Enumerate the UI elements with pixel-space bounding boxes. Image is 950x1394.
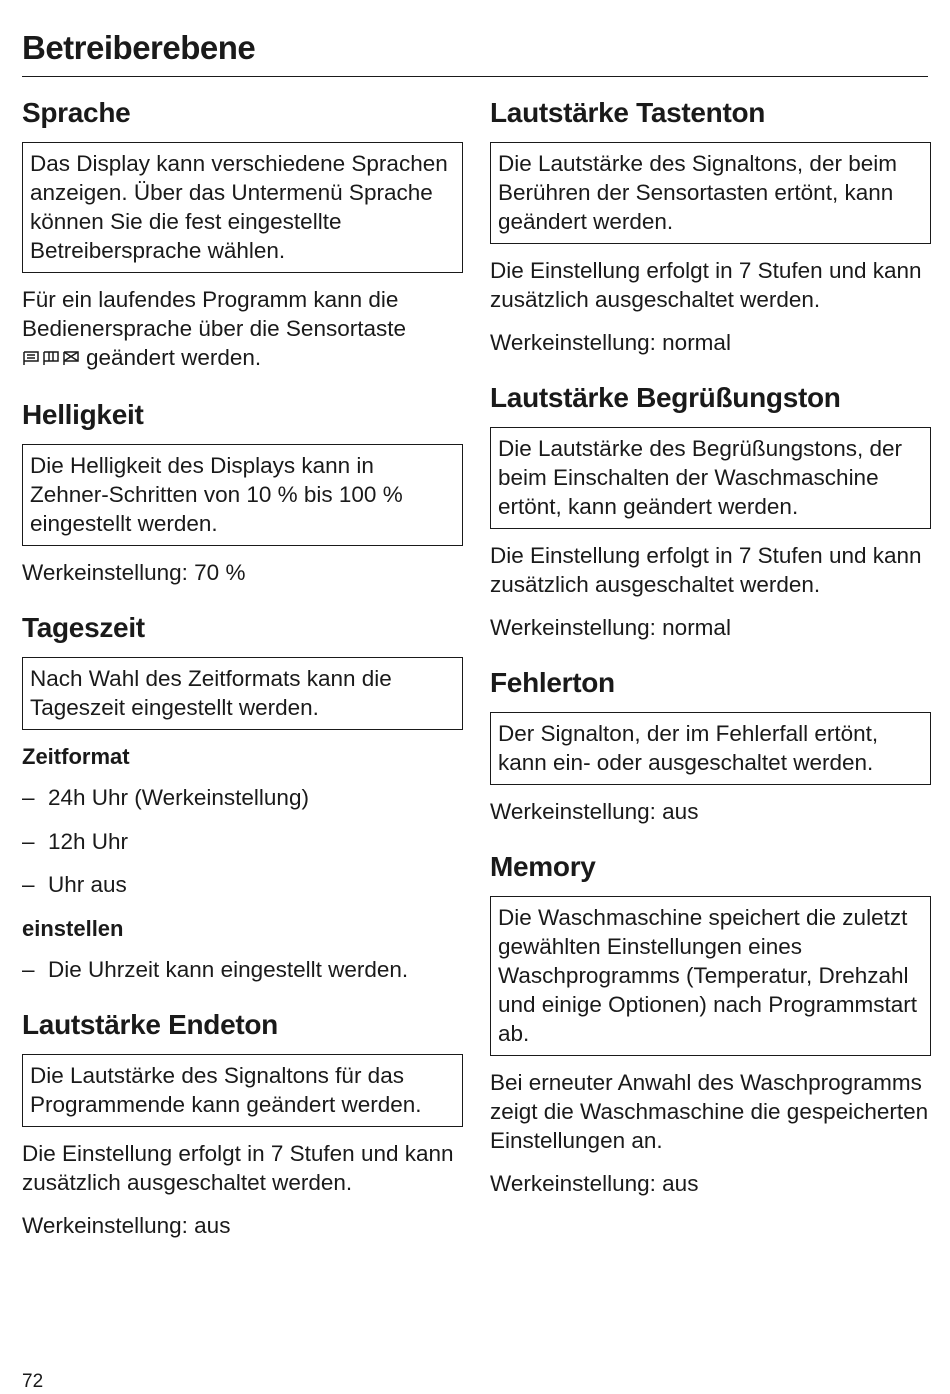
section-heading-tageszeit: Tageszeit <box>22 612 145 643</box>
sprache-paragraph-prefix: Für ein laufendes Programm kann die Bedienersprache über die Sensortaste <box>22 287 406 341</box>
language-flags-icon <box>22 345 80 374</box>
section-heading-memory: Memory <box>490 851 596 882</box>
info-box-tastenton: Die Lautstärke des Signaltons, der beim Berühren der Sensortasten ertönt, kann geändert werden. <box>490 142 931 244</box>
section-heading-endeton: Lautstärke Endeton <box>22 1008 278 1040</box>
section-sprache <box>22 96 463 374</box>
section-tageszeit <box>22 611 463 984</box>
tastenton-paragraph: Die Einstellung erfolgt in 7 Stufen und kann zusätzlich ausgeschaltet werden. <box>490 258 922 312</box>
info-box-memory: Die Waschmaschine speichert die zuletzt gewählten Einstellungen eines Waschprogramms (Temperatur, Drehzahl und einige Optionen) nach Programmstart ab. <box>490 896 931 1056</box>
helligkeit-default: Werkeinstellung: 70 % <box>22 560 246 585</box>
page-title: Betreiberebene <box>22 29 256 66</box>
begruessungston-default: Werkeinstellung: normal <box>490 615 731 640</box>
subheading-einstellen: einstellen <box>22 915 124 941</box>
list-item: – Uhr aus <box>22 870 463 899</box>
header-divider <box>22 76 928 77</box>
info-box-sprache: Das Display kann verschiedene Sprachen anzeigen. Über das Untermenü Sprache können Sie die fest eingestellte Betreibersprache wählen. <box>22 142 463 273</box>
section-memory <box>490 850 931 1198</box>
section-helligkeit <box>22 398 463 587</box>
info-box-tageszeit: Nach Wahl des Zeitformats kann die Tageszeit eingestellt werden. <box>22 657 463 730</box>
memory-paragraph: Bei erneuter Anwahl des Waschprogramms zeigt die Waschmaschine die gespeicherten Einstellungen an. <box>490 1070 929 1153</box>
page-number: 72 <box>22 1371 44 1392</box>
section-heading-fehlerton: Fehlerton <box>490 667 615 698</box>
list-item: – 12h Uhr <box>22 827 463 856</box>
memory-default: Werkeinstellung: aus <box>490 1171 699 1196</box>
info-box-fehlerton: Der Signalton, der im Fehlerfall ertönt, kann ein- oder ausgeschaltet werden. <box>490 712 931 785</box>
einstellen-list <box>22 955 463 984</box>
section-heading-sprache: Sprache <box>22 97 131 128</box>
tastenton-default: Werkeinstellung: normal <box>490 330 731 355</box>
endeton-default: Werkeinstellung: aus <box>22 1212 231 1238</box>
info-box-helligkeit: Die Helligkeit des Displays kann in Zehner-Schritten von 10 % bis 100 % eingestellt werden. <box>22 444 463 546</box>
left-column <box>22 96 463 1264</box>
zeitformat-list <box>22 783 463 899</box>
fehlerton-default: Werkeinstellung: aus <box>490 799 699 824</box>
section-heading-tastenton: Lautstärke Tastenton <box>490 97 766 128</box>
sprache-paragraph-suffix: geändert werden. <box>86 345 262 370</box>
page-header <box>22 26 928 70</box>
section-begruessungston <box>490 381 931 642</box>
begruessungston-paragraph: Die Einstellung erfolgt in 7 Stufen und kann zusätzlich ausgeschaltet werden. <box>490 543 922 597</box>
subheading-zeitformat: Zeitformat <box>22 744 130 769</box>
right-column <box>490 96 931 1222</box>
endeton-paragraph: Die Einstellung erfolgt in 7 Stufen und kann zusätzlich ausgeschaltet werden. <box>22 1140 454 1195</box>
info-box-begruessungston: Die Lautstärke des Begrüßungstons, der beim Einschalten der Waschmaschine ertönt, kann geändert werden. <box>490 427 931 529</box>
info-box-endeton: Die Lautstärke des Signaltons für das Programmende kann geändert werden. <box>22 1054 463 1127</box>
section-endeton <box>22 1008 463 1240</box>
list-item: – Die Uhrzeit kann eingestellt werden. <box>22 955 463 984</box>
sprache-paragraph <box>22 285 463 374</box>
section-heading-begruessungston: Lautstärke Begrüßungston <box>490 382 841 413</box>
list-item: – 24h Uhr (Werkeinstellung) <box>22 783 463 812</box>
section-fehlerton <box>490 666 931 826</box>
section-heading-helligkeit: Helligkeit <box>22 399 144 430</box>
section-tastenton <box>490 96 931 357</box>
